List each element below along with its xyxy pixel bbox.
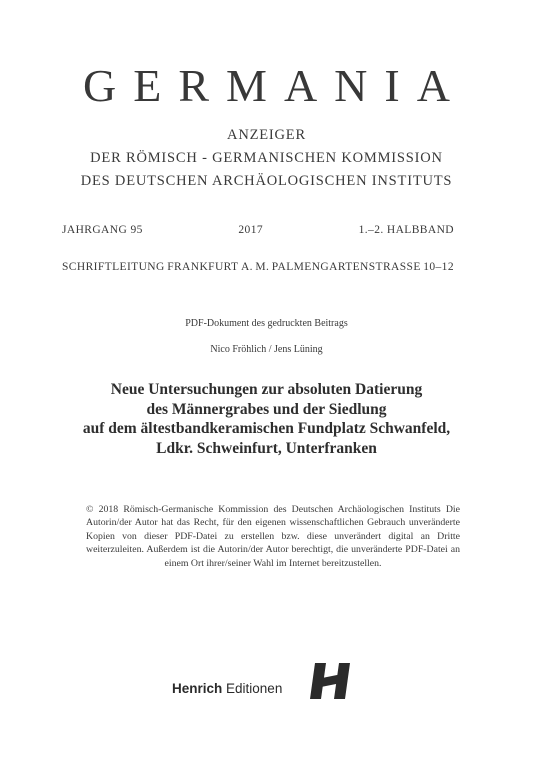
editorial-office bbox=[62, 261, 454, 273]
journal-subtitle-line-2: DER RÖMISCH - GERMANISCHEN KOMMISSION bbox=[90, 150, 443, 166]
article-title-line: auf dem ältestbandkeramischen Fundplatz Schwanfeld, bbox=[82, 420, 451, 437]
authors: Nico Fröhlich / Jens Lüning bbox=[210, 344, 323, 355]
editorial-word: M. bbox=[255, 261, 270, 273]
publisher-name-regular: Editionen bbox=[226, 681, 283, 696]
editorial-word: FRANKFURT bbox=[167, 261, 239, 273]
issue-meta bbox=[62, 224, 454, 236]
year-label: 2017 bbox=[238, 224, 263, 236]
journal-subtitle-line-3: DES DEUTSCHEN ARCHÄOLOGISCHEN INSTITUTS bbox=[80, 173, 453, 189]
editorial-word: SCHRIFTLEITUNG bbox=[62, 261, 165, 273]
publisher-logo bbox=[172, 661, 360, 701]
publisher-name-bold: Henrich bbox=[172, 681, 223, 696]
article-title bbox=[0, 380, 533, 458]
editorial-word: 10–12 bbox=[423, 261, 454, 273]
journal-subtitle-line-1: ANZEIGER bbox=[227, 127, 306, 143]
editorial-word: PALMENGARTENSTRASSE bbox=[271, 261, 421, 273]
article-title-line: Neue Untersuchungen zur absoluten Datierung bbox=[110, 381, 423, 398]
journal-title: GERMANIA bbox=[83, 60, 467, 111]
copyright-notice: © 2018 Römisch-Germanische Kommission des Deutschen Archäologischen Instituts Die Autorin/der Autor hat das Recht, für den eigenen wissenschaftlichen Gebrauch unveränderte Kopien von dieser PDF-Datei zu erstellen bzw. diese unverändert digital an Dritte weiterzuleiten. Außerdem ist die Autorin/der Autor berechtigt, die unveränderte PDF-Datei an einem Ort ihrer/seiner Wahl im Internet bereitzustellen. bbox=[86, 504, 460, 569]
editorial-word: A. bbox=[240, 261, 253, 273]
article-title-line: Ldkr. Schweinfurt, Unterfranken bbox=[156, 439, 377, 457]
half-volume-label: 1.–2. HALBBAND bbox=[358, 224, 454, 236]
publisher-name bbox=[172, 681, 282, 697]
volume-label: JAHRGANG 95 bbox=[62, 224, 143, 236]
pdf-note: PDF-Dokument des gedruckten Beitrags bbox=[185, 318, 348, 329]
article-title-line: des Männergrabes und der Siedlung bbox=[146, 400, 387, 418]
henrich-h-logo-icon bbox=[309, 661, 355, 701]
